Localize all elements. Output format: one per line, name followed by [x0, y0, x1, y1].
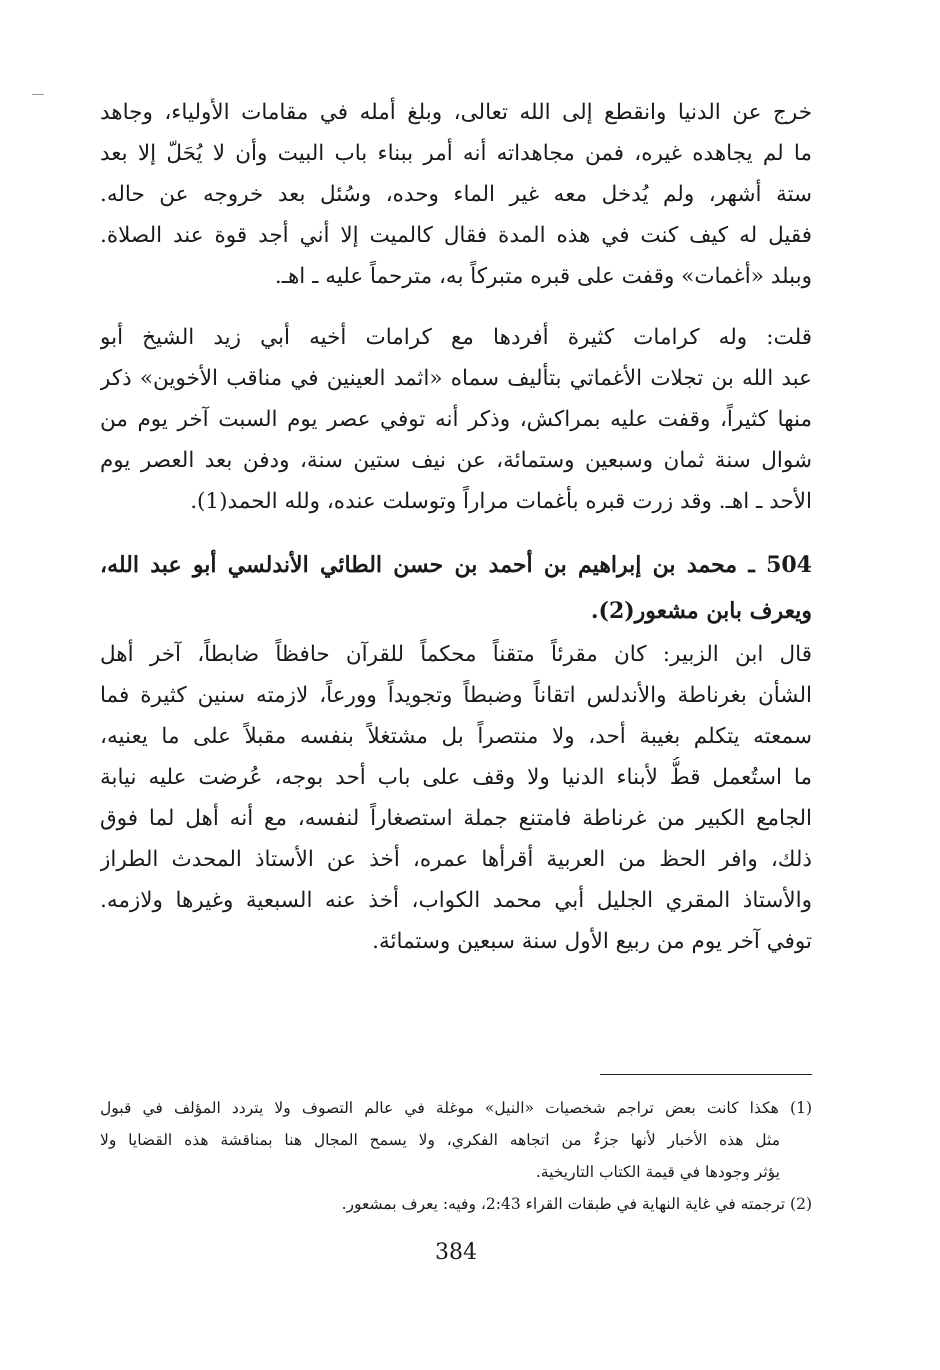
paragraph-gap — [100, 297, 812, 317]
footnotes — [100, 1092, 812, 1220]
text-line: ما استُعمل قطُّ لأبناء الدنيا ولا وقف على باب أحد بوجه، عُرضت عليه نيابة — [100, 765, 812, 790]
heading-line: ويعرف بابن مشعور(2). — [590, 598, 812, 624]
text-line: ما لم يجاهده غيره، فمن مجاهداته أنه أمر ببناء باب البيت وأن لا يُحَلّ إلا بعد — [100, 141, 812, 166]
text-line: الشأن بغرناطة والأندلس اتقاناً وضبطاً وتجويداً وورعاً، لازمته سنين كثيرة فما — [100, 683, 812, 708]
footnote-2-line: (2) ترجمته في غاية النهاية في طبقات القراء 2:43، وفيه: يعرف بمشعور. — [341, 1195, 812, 1213]
text-line: الجامع الكبير من غرناطة فامتنع جملة استصغاراً لنفسه، مع أنه أهل لما فوق — [100, 806, 812, 831]
text-line: فقيل له كيف كنت في هذه المدة فقال كالميت إلا أني أجد قوة عند الصلاة. — [100, 223, 812, 248]
footnote-1-line: (1) هكذا كانت بعض تراجم شخصيات «النيل» موغلة في عالم التصوف ولا يتردد المؤلف في قبول — [100, 1099, 812, 1117]
heading-line: 504 ـ محمد بن إبراهيم بن أحمد بن حسن الطائي الأندلسي أبو عبد الله، — [100, 552, 812, 578]
text-line: توفي آخر يوم من ربيع الأول سنة سبعين وستمائة. — [372, 929, 812, 954]
text-line: ستة أشهر، ولم يُدخل معه غير الماء وحده، وسُئل بعد خروجه عن حاله. — [100, 182, 812, 207]
text-line: منها كثيراً، وقفت عليه بمراكش، وذكر أنه توفي عصر يوم السبت آخر يوم من — [100, 407, 812, 432]
paragraph-continuation — [100, 92, 812, 297]
paragraph-biography — [100, 634, 812, 962]
text-line: قلت: وله كرامات كثيرة أفردها مع كرامات أخيه أبي زيد الشيخ أبو — [100, 325, 812, 350]
text-line: والأستاذ المقري الجليل أبي محمد الكواب، أخذ عنه السبعية وغيرها ولازمه. — [100, 888, 812, 913]
footnote-1-line: مثل هذه الأخبار لأنها جزءٌ من اتجاهه الفكري، ولا يسمح المجال هنا بمناقشة هذه القضايا ولا — [100, 1131, 780, 1149]
text-line: الأحد ـ اهـ. وقد زرت قبره بأغمات مراراً وتوسلت عنده، ولله الحمد(1). — [190, 489, 812, 514]
text-line: وببلد «أغمات» وقفت على قبره متبركاً به، مترحماً عليه ـ اهـ. — [274, 264, 812, 289]
paragraph-karamat — [100, 317, 812, 522]
text-line: سمعته يتكلم بغيبة أحد، ولا منتصراً بل مشتغلاً بنفسه مقبلاً على ما يعنيه، — [100, 724, 812, 749]
page-number: 384 — [435, 1240, 477, 1265]
text-line: قال ابن الزبير: كان مقرئاً متقناً محكماً للقرآن حافظاً ضابطاً، آخر أهل — [100, 642, 812, 667]
text-line: عبد الله بن تجلات الأغماتي بتأليف سماه «اثمد العينين في مناقب الأخوين» ذكر — [100, 366, 812, 391]
entry-heading — [100, 542, 812, 634]
text-line: شوال سنة ثمان وسبعين وستمائة، عن نيف ستين سنة، ودفن بعد العصر يوم — [100, 448, 812, 473]
scan-margin-mark — [32, 94, 44, 95]
book-page — [100, 92, 812, 1362]
text-line: خرج عن الدنيا وانقطع إلى الله تعالى، وبلغ أمله في مقامات الأولياء، وجاهد — [100, 100, 812, 125]
footnote-1-line: يؤثر وجودها في قيمة الكتاب التاريخية. — [535, 1163, 780, 1181]
paragraph-gap — [100, 522, 812, 542]
text-line: ذلك، وافر الحظ من العربية أقرأها عمره، أخذ عن الأستاذ المحدث الطراز — [100, 847, 812, 872]
footnote-separator — [600, 1074, 812, 1075]
